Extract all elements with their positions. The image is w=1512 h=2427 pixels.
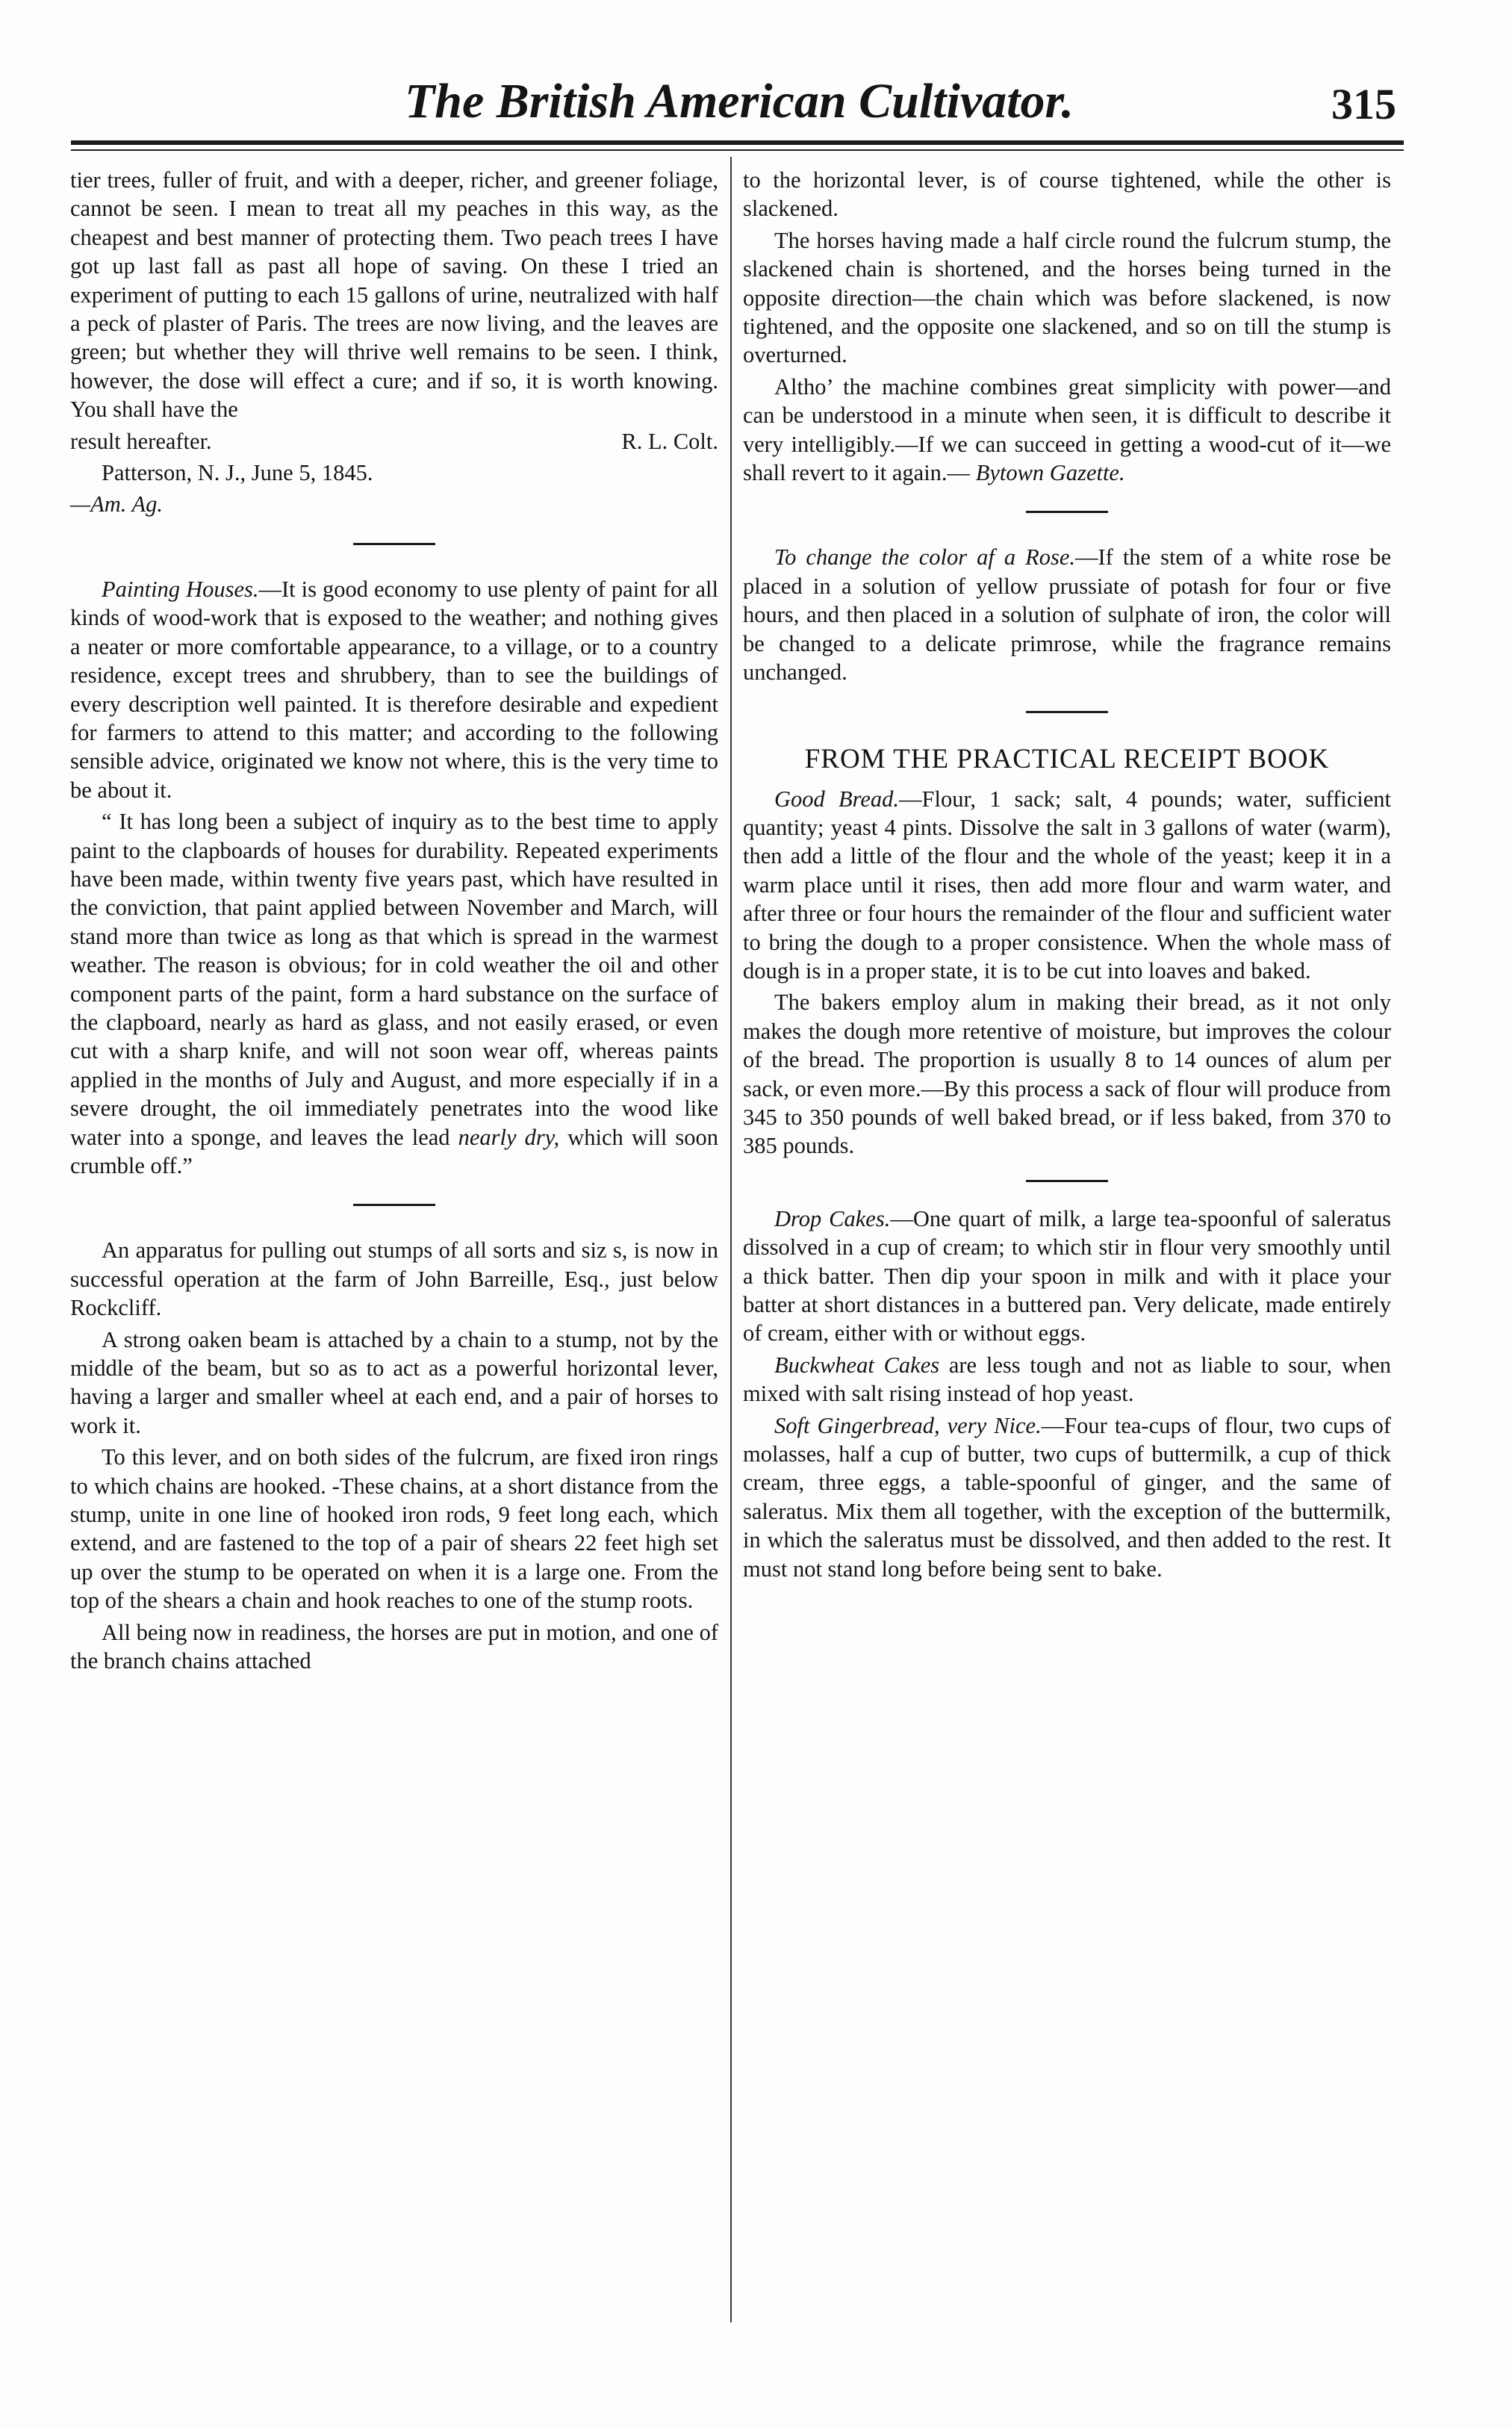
section-heading: FROM THE PRACTICAL RECEIPT BOOK	[804, 743, 1330, 774]
running-title: The British American Cultivator.	[404, 74, 1074, 128]
quote-italic: nearly dry,	[458, 1124, 560, 1150]
result-text: result hereafter.	[70, 428, 212, 454]
separator-rule	[353, 543, 435, 545]
bread-paragraph	[743, 785, 1391, 986]
gingerbread-title: Soft Gingerbread, very Nice.	[774, 1412, 1042, 1438]
left-column	[70, 166, 718, 1679]
separator-rule	[1026, 1180, 1108, 1182]
stump-continued-1: to the horizontal lever, is of course tightened, while the other is slackened.	[743, 167, 1391, 222]
gingerbread-body: —Four tea-cups of flour, two cups of molasses, half a cup of butter, two cups of buttermilk, a cup of thick cream, three eggs, a table-spoonful of ginger, and the same of saleratus. Mix them all together, with the exception of the buttermilk, in which the saleratus must be dissolved, and then added to the rest. It must not stand long before being sent to bake.	[743, 1412, 1391, 1582]
painting-houses-paragraph	[70, 575, 718, 804]
stump-continued-3-text: Altho’ the machine combines great simplicity with power—and can be understood in a minute when seen, it is difficult to describe it very intelligibly.—If we can succeed in getting a wood-cut of it—we shall revert to it again.—	[743, 373, 1391, 486]
right-column	[743, 166, 1391, 1586]
rose-paragraph	[743, 543, 1391, 686]
signature: R. L. Colt.	[621, 428, 718, 454]
stump-continued-2: The horses having made a half circle round the fulcrum stump, the slackened chain is shortened, and the horses being turned in the opposite direction—the chain which was before slackened, is now tightened, and the opposite one slackened, and so on till the stump is overturned.	[743, 227, 1391, 368]
bread-title: Good Bread.	[774, 786, 900, 812]
stump-paragraph-4: All being now in readiness, the horses are put in motion, and one of the branch chains attached	[70, 1619, 718, 1674]
stump-paragraph-3: To this lever, and on both sides of the fulcrum, are fixed iron rings to which chains are hooked. -These chains, at a short distance from the stump, unite in one line of hooked iron rods, 9 feet long each, which extend, and are fastened to the top of a pair of shears 22 feet high set up over the stump to be operated on when it is a large one. From the top of the shears a chain and hook reaches to one of the stump roots.	[70, 1444, 718, 1614]
drop-cakes-paragraph	[743, 1205, 1391, 1348]
stump-continued-3	[743, 373, 1391, 488]
buckwheat-title: Buckwheat Cakes	[774, 1352, 940, 1378]
painting-quote-paragraph	[70, 807, 718, 1180]
alum-paragraph: The bakers employ alum in making their bread, as it not only makes the dough more retentive of moisture, but improves the colour of the bread. The proportion is usually 8 to 14 ounces of alum per sack, or even more.—By this process a sack of flour will produce from 345 to 350 pounds of well baked bread, or if less baked, from 370 to 385 pounds.	[743, 989, 1391, 1159]
rose-body: —If the stem of a white rose be placed in a solution of yellow prussiate of potash for four or five hours, and then placed in a solution of sulphate of iron, the color will be changed to a delicate primrose, while the fragrance remains unchanged.	[743, 544, 1391, 686]
source-credit: —Am. Ag.	[70, 491, 163, 518]
stump-source-credit: Bytown Gazette.	[975, 460, 1125, 486]
buckwheat-body: are less tough and not as liable to sour, when mixed with salt rising instead of hop yeast.	[743, 1352, 1391, 1407]
page-number: 315	[1331, 80, 1396, 128]
quote-text-b: which will soon crumble off.”	[70, 1124, 719, 1178]
buckwheat-paragraph	[743, 1351, 1391, 1408]
quote-text-a: “ It has long been a subject of inquiry as to the best time to apply paint to the clapboards of houses for durability. Repeated experiments have been made, within twenty five years past, which have resulted in the conviction, that paint applied between November and March, will stand more than twice as long as that which is spread in the warmest weather. The reason is obvious; for in cold weather the oil and other component parts of the paint, form a hard substance on the surface of the clapboard, nearly as hard as glass, and not easily erased, or even cut with a sharp knife, and will not soon wear off, whereas paints applied in the months of July and August, and more especially if in a severe drought, the oil immediately penetrates into the wood like water into a sponge, and leaves the lead	[70, 809, 718, 1150]
separator-rule	[1026, 511, 1108, 513]
painting-houses-title: Painting Houses.	[102, 576, 259, 602]
bread-body: —Flour, 1 sack; salt, 4 pounds; water, sufficient quantity; yeast 4 pints. Dissolve the salt in 3 gallons of water (warm), then add a little of the flour and the whole of the yeast; keep it in a warm place until it rises, then add more flour and warm water, and after three or four hours the remainder of the flour and sufficient water to bring the dough to a proper consistence. When the whole mass of dough is in a proper state, it is to be cut into loaves and baked.	[743, 786, 1391, 983]
painting-houses-body: —It is good economy to use plenty of paint for all kinds of wood-work that is exposed to the weather; and nothing gives a neater or more comfortable appearance, to a village, or to a country residence, except trees and shrubbery, than to see the buildings of every description well painted. It is therefore desirable and expedient for farmers to attend to this matter; and according to the following sensible advice, originated we know not where, this is the very time to be about it.	[70, 576, 718, 803]
header-rule-thick	[71, 140, 1404, 145]
separator-rule	[1026, 711, 1108, 713]
signature-line	[70, 427, 718, 456]
rose-title: To change the color af a Rose.	[774, 544, 1076, 571]
drop-cakes-body: —One quart of milk, a large tea-spoonful of saleratus dissolved in a cup of cream; to which stir in flour very smoothly until a thick batter. Then dip your spoon in milk and with it place your batter at short distances in a buttered pan. Very delicate, made entirely of cream, either with or without eggs.	[743, 1205, 1391, 1346]
column-divider	[730, 157, 732, 2322]
separator-rule	[353, 1204, 435, 1206]
header-rule-thin	[71, 149, 1404, 151]
stump-paragraph-1: An apparatus for pulling out stumps of all sorts and siz s, is now in successful operation at the farm of John Barreille, Esq., just below Rockcliff.	[70, 1237, 718, 1321]
place-date: Patterson, N. J., June 5, 1845.	[102, 460, 373, 486]
gingerbread-paragraph	[743, 1411, 1391, 1583]
stump-paragraph-2: A strong oaken beam is attached by a chain to a stump, not by the middle of the beam, but so as to act as a powerful horizontal lever, having a larger and smaller wheel at each end, and a pair of horses to work it.	[70, 1326, 718, 1438]
drop-cakes-title: Drop Cakes.	[774, 1205, 891, 1231]
peach-article-text: tier trees, fuller of fruit, and with a deeper, richer, and greener foliage, cannot be seen. I mean to treat all my peaches in this way, as the cheapest and best manner of protecting them. Two peach trees I have got up last fall as past all hope of saving. On these I tried an experiment of putting to each 15 gallons of urine, neutralized with half a peck of plaster of Paris. The trees are now living, and the leaves are green; but whether they will thrive well remains to be seen. I think, however, the dose will effect a cure; and if so, it is worth knowing. You shall have the	[70, 167, 718, 423]
